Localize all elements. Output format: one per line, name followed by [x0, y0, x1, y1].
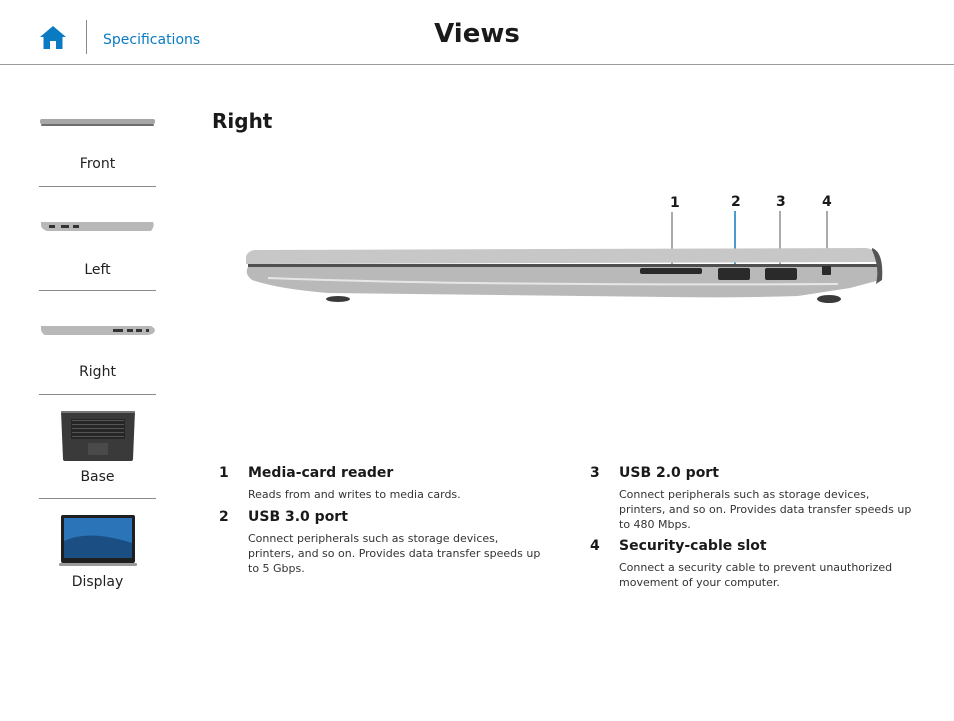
- nav-label-left: Left: [84, 262, 111, 278]
- feature-description: Reads from and writes to media cards.: [248, 488, 461, 501]
- front-view-thumbnail: [39, 100, 156, 158]
- feature-number: 3: [590, 465, 600, 481]
- media-card-reader-port: [640, 268, 702, 274]
- base-view-thumbnail: [39, 395, 156, 465]
- feature-description: Connect peripherals such as storage devices, printers, and so on. Provides data transfer speeds up to 480 Mbps.: [619, 488, 912, 531]
- feature-name: USB 3.0 port: [248, 509, 348, 525]
- security-cable-slot: [822, 266, 831, 275]
- feature-number: 2: [219, 509, 229, 525]
- nav-label-base: Base: [80, 469, 115, 485]
- laptop-right-view-image: [238, 188, 888, 308]
- right-view-thumbnail: [39, 291, 156, 349]
- callout-3: 3: [776, 194, 786, 210]
- nav-item-right[interactable]: [39, 291, 156, 395]
- callout-4: 4: [822, 194, 832, 210]
- feature-name: Media-card reader: [248, 465, 394, 481]
- feature-number: 1: [219, 465, 229, 481]
- specifications-link[interactable]: Specifications: [103, 32, 201, 48]
- nav-label-display: Display: [71, 574, 124, 590]
- nav-item-left[interactable]: [39, 187, 156, 291]
- nav-item-base[interactable]: [39, 395, 156, 499]
- header-bar: [0, 0, 954, 65]
- usb-2-port: [765, 268, 797, 280]
- feature-name: USB 2.0 port: [619, 465, 719, 481]
- nav-label-right: Right: [79, 364, 116, 380]
- feature-description: Connect a security cable to prevent unauthorized movement of your computer.: [619, 561, 893, 589]
- display-view-thumbnail: [39, 499, 156, 569]
- feature-description: Connect peripherals such as storage devices, printers, and so on. Provides data transfer speeds up to 5 Gbps.: [248, 532, 541, 575]
- page-title: Views: [434, 19, 520, 49]
- section-title: Right: [212, 109, 273, 133]
- feature-number: 4: [590, 538, 600, 554]
- nav-item-display[interactable]: [39, 499, 156, 599]
- callout-1: 1: [670, 195, 680, 211]
- callout-2: 2: [731, 194, 741, 210]
- left-view-thumbnail: [39, 187, 156, 245]
- usb-3-port: [718, 268, 750, 280]
- nav-label-front: Front: [79, 156, 116, 172]
- nav-item-front[interactable]: [39, 100, 156, 187]
- feature-name: Security-cable slot: [619, 538, 767, 554]
